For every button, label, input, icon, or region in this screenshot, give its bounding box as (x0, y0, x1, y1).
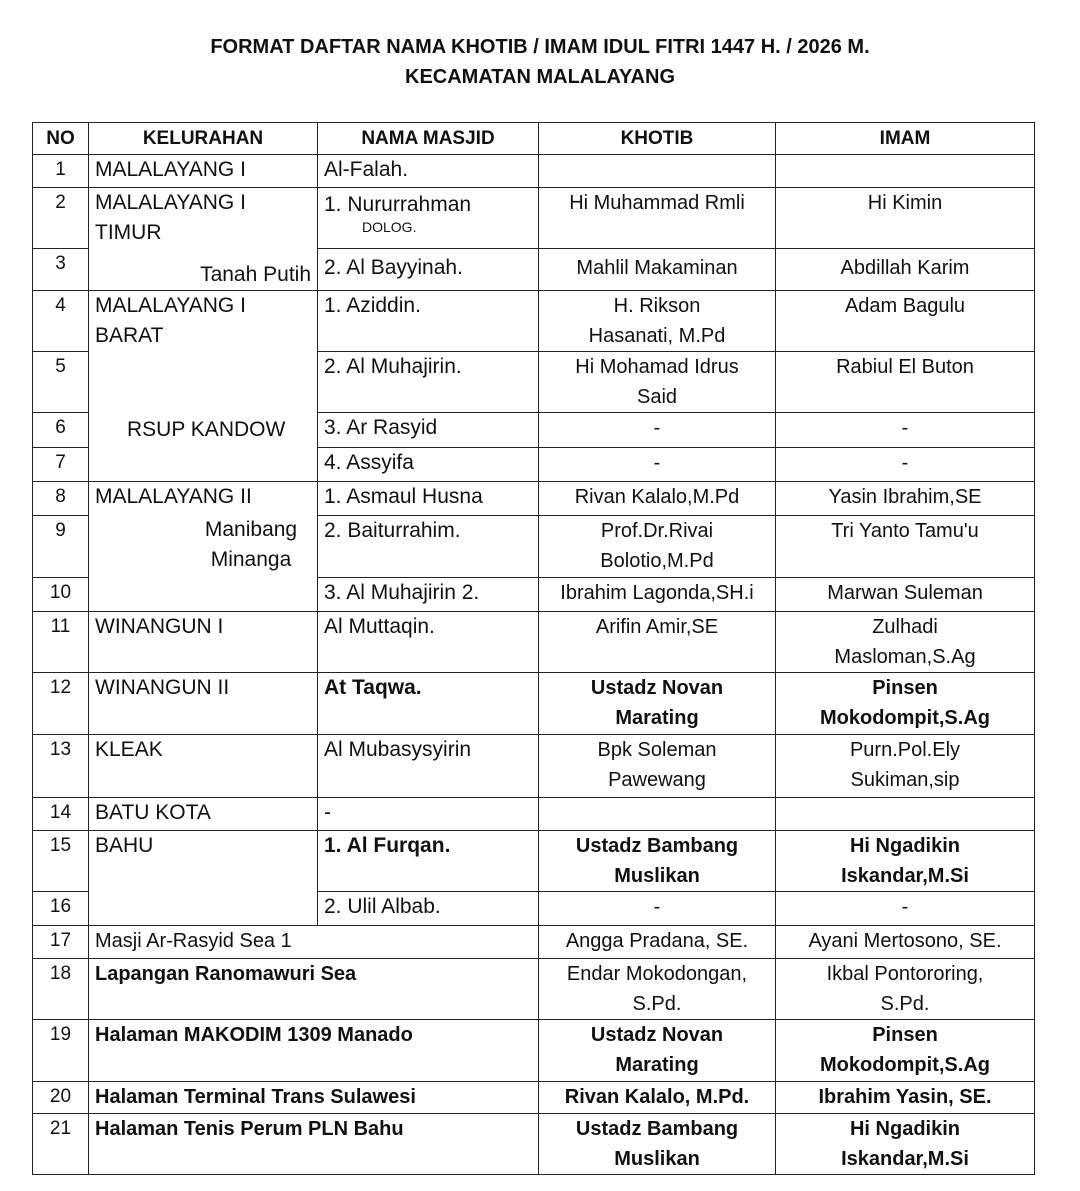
row-no: 9 (33, 515, 89, 577)
imam-cell: Hi Ngadikin Iskandar,M.Si (776, 830, 1035, 891)
khotib-cell: Bpk Soleman Pawewang (539, 734, 776, 797)
masjid-cell: 2. Al Bayyinah. (318, 248, 539, 290)
row-no: 3 (33, 248, 89, 290)
col-header-kelurahan: KELURAHAN (89, 123, 318, 155)
row-no: 11 (33, 611, 89, 672)
imam-cell: Zulhadi Masloman,S.Ag (776, 611, 1035, 672)
row-no: 5 (33, 351, 89, 412)
col-header-no: NO (33, 123, 89, 155)
imam-cell: - (776, 891, 1035, 925)
masjid-cell: 4. Assyifa (318, 447, 539, 481)
khotib-cell: Prof.Dr.Rivai Bolotio,M.Pd (539, 515, 776, 577)
masjid-cell: Al Mubasysyirin (318, 734, 539, 797)
location-cell: Halaman Terminal Trans Sulawesi (89, 1081, 539, 1113)
row-no: 12 (33, 672, 89, 734)
imam-cell: Rabiul El Buton (776, 351, 1035, 412)
table-row (33, 248, 1035, 290)
table-row (33, 188, 1035, 249)
table-row (33, 958, 1035, 1019)
imam-cell: Tri Yanto Tamu'u (776, 515, 1035, 577)
khotib-cell: Hi Muhammad Rmli (539, 188, 776, 249)
row-no: 1 (33, 155, 89, 188)
col-header-imam: IMAM (776, 123, 1035, 155)
table-row (33, 481, 1035, 515)
masjid-cell: 3. Ar Rasyid (318, 412, 539, 447)
kelurahan-cell: MALALAYANG I (89, 155, 318, 188)
row-no: 20 (33, 1081, 89, 1113)
title-line-2: KECAMATAN MALALAYANG (405, 66, 675, 88)
masjid-name: 1. Nururrahman (324, 193, 472, 216)
row-no: 17 (33, 925, 89, 958)
location-cell: Halaman MAKODIM 1309 Manado (89, 1019, 539, 1081)
khotib-cell: Hi Mohamad Idrus Said (539, 351, 776, 412)
masjid-cell: 1. Asmaul Husna (318, 481, 539, 515)
masjid-cell: 2. Ulil Albab. (318, 891, 539, 925)
kelurahan-cell: RSUP KANDOW (89, 412, 318, 447)
khotib-cell: - (539, 412, 776, 447)
row-no: 10 (33, 577, 89, 611)
khotib-cell: Rivan Kalalo,M.Pd (539, 481, 776, 515)
kelurahan-cell: BAHU (89, 830, 318, 891)
row-no: 16 (33, 891, 89, 925)
imam-cell: Marwan Suleman (776, 577, 1035, 611)
khotib-cell: Arifin Amir,SE (539, 611, 776, 672)
kelurahan-cell: MALALAYANG II (89, 481, 318, 515)
kelurahan-cell (89, 891, 318, 925)
kelurahan-cell: KLEAK (89, 734, 318, 797)
table-row (33, 797, 1035, 830)
imam-cell: Purn.Pol.Ely Sukiman,sip (776, 734, 1035, 797)
table-row (33, 672, 1035, 734)
imam-cell (776, 797, 1035, 830)
location-cell: Lapangan Ranomawuri Sea (89, 958, 539, 1019)
kelurahan-cell (89, 577, 318, 611)
masjid-cell: 1. Aziddin. (318, 290, 539, 351)
imam-cell: - (776, 412, 1035, 447)
imam-cell: Ayani Mertosono, SE. (776, 925, 1035, 958)
imam-cell: - (776, 447, 1035, 481)
masjid-cell: 2. Baiturrahim. (318, 515, 539, 577)
row-no: 18 (33, 958, 89, 1019)
location-cell: Masji Ar-Rasyid Sea 1 (89, 925, 539, 958)
imam-cell: Ikbal Pontororing, S.Pd. (776, 958, 1035, 1019)
row-no: 7 (33, 447, 89, 481)
khotib-cell: Ustadz Novan Marating (539, 672, 776, 734)
table-row (33, 830, 1035, 891)
imam-cell: Yasin Ibrahim,SE (776, 481, 1035, 515)
col-header-khotib: KHOTIB (539, 123, 776, 155)
imam-cell (776, 155, 1035, 188)
table-row (33, 447, 1035, 481)
imam-cell: Adam Bagulu (776, 290, 1035, 351)
row-no: 6 (33, 412, 89, 447)
kelurahan-cell (89, 447, 318, 481)
table-row (33, 1113, 1035, 1174)
row-no: 2 (33, 188, 89, 249)
row-no: 19 (33, 1019, 89, 1081)
title-line-1: FORMAT DAFTAR NAMA KHOTIB / IMAM IDUL FITRI 1447 H. / 2026 M. (210, 36, 870, 58)
table-row (33, 925, 1035, 958)
table-row (33, 155, 1035, 188)
kelurahan-cell: MALALAYANG I BARAT (89, 290, 318, 351)
masjid-cell: Al Muttaqin. (318, 611, 539, 672)
khotib-cell: Ibrahim Lagonda,SH.i (539, 577, 776, 611)
masjid-cell: 2. Al Muhajirin. (318, 351, 539, 412)
masjid-note: DOLOG. (362, 219, 417, 235)
kelurahan-cell: BATU KOTA (89, 797, 318, 830)
table-row (33, 1019, 1035, 1081)
masjid-cell: Al-Falah. (318, 155, 539, 188)
row-no: 13 (33, 734, 89, 797)
table-row (33, 290, 1035, 351)
masjid-cell (318, 188, 539, 249)
imam-cell: Pinsen Mokodompit,S.Ag (776, 672, 1035, 734)
khotib-cell: H. Rikson Hasanati, M.Pd (539, 290, 776, 351)
table-row (33, 515, 1035, 577)
row-no: 8 (33, 481, 89, 515)
khotib-cell: Ustadz Novan Marating (539, 1019, 776, 1081)
khotib-cell: Angga Pradana, SE. (539, 925, 776, 958)
kelurahan-cell: WINANGUN II (89, 672, 318, 734)
table-row (33, 577, 1035, 611)
document-title (0, 32, 1080, 92)
table-row (33, 351, 1035, 412)
kelurahan-cell (89, 515, 318, 577)
masjid-cell: 3. Al Muhajirin 2. (318, 577, 539, 611)
khotib-cell (539, 155, 776, 188)
kelurahan-cell: MALALAYANG I TIMUR (89, 188, 318, 249)
khotib-cell: - (539, 447, 776, 481)
row-no: 14 (33, 797, 89, 830)
kelurahan-cell (89, 351, 318, 412)
col-header-masjid: NAMA MASJID (318, 123, 539, 155)
row-no: 15 (33, 830, 89, 891)
table-row (33, 734, 1035, 797)
khotib-cell: - (539, 891, 776, 925)
imam-cell: Hi Kimin (776, 188, 1035, 249)
kelurahan-cell: Tanah Putih (89, 248, 318, 290)
khotib-cell: Ustadz Bambang Muslikan (539, 1113, 776, 1174)
table-row (33, 1081, 1035, 1113)
table-row (33, 611, 1035, 672)
khotib-cell: Mahlil Makaminan (539, 248, 776, 290)
imam-cell: Ibrahim Yasin, SE. (776, 1081, 1035, 1113)
row-no: 21 (33, 1113, 89, 1174)
kelurahan-name: Manibang Minanga (204, 518, 298, 571)
khotib-cell (539, 797, 776, 830)
khotib-imam-table (32, 122, 1035, 1175)
location-cell: Halaman Tenis Perum PLN Bahu (89, 1113, 539, 1174)
imam-cell: Abdillah Karim (776, 248, 1035, 290)
khotib-cell: Ustadz Bambang Muslikan (539, 830, 776, 891)
imam-cell: Hi Ngadikin Iskandar,M.Si (776, 1113, 1035, 1174)
kelurahan-cell: WINANGUN I (89, 611, 318, 672)
imam-cell: Pinsen Mokodompit,S.Ag (776, 1019, 1035, 1081)
table-row (33, 412, 1035, 447)
khotib-cell: Endar Mokodongan, S.Pd. (539, 958, 776, 1019)
masjid-cell: At Taqwa. (318, 672, 539, 734)
row-no: 4 (33, 290, 89, 351)
khotib-cell: Rivan Kalalo, M.Pd. (539, 1081, 776, 1113)
table-row (33, 891, 1035, 925)
table-header-row (33, 123, 1035, 155)
masjid-cell: - (318, 797, 539, 830)
masjid-cell: 1. Al Furqan. (318, 830, 539, 891)
